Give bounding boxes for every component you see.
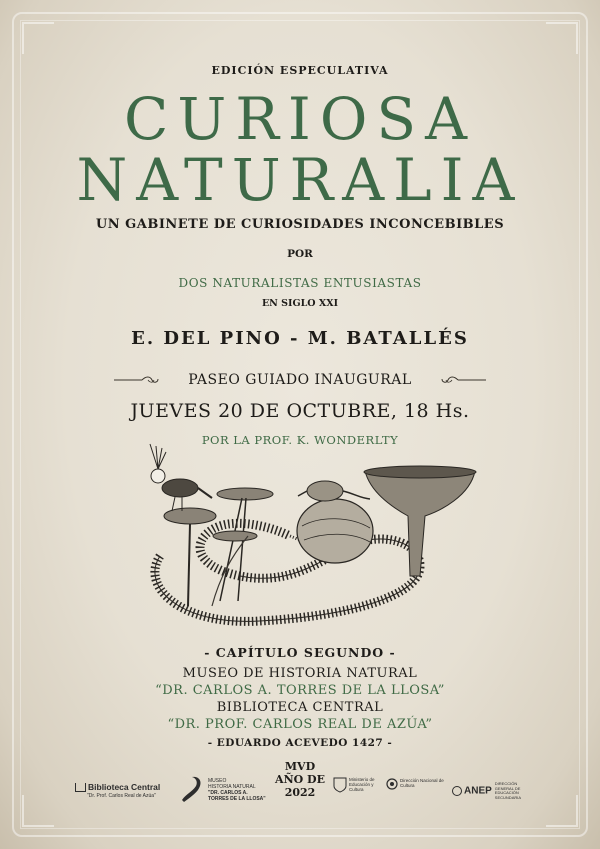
naturalists-line: DOS NATURALISTAS ENTUSIASTAS	[178, 276, 422, 290]
by-label: POR	[287, 248, 313, 260]
corner-ornament	[22, 22, 54, 54]
century-line: EN SIGLO XXI	[261, 298, 339, 309]
anep-emblem-icon	[452, 786, 462, 796]
edition-label: EDICIÓN ESPECULATIVA	[211, 64, 389, 77]
corner-ornament	[22, 795, 54, 827]
cultura-logo: Dirección Nacional de Cultura	[386, 777, 398, 795]
flourish-right-icon	[440, 374, 488, 386]
event-date: JUEVES 20 DE OCTUBRE, 18 Hs.	[130, 400, 470, 422]
mvd-label: MVD	[284, 760, 316, 773]
biblioteca-logo: Biblioteca Central "Dr. Prof. Carlos Real de Azúa"	[75, 783, 160, 801]
cultura-icon	[386, 778, 398, 790]
authors: E. DEL PINO - M. BATALLÉS	[131, 328, 469, 349]
corner-ornament	[546, 22, 578, 54]
subtitle: UN GABINETE DE CURIOSIDADES INCONCEBIBLES	[95, 217, 505, 232]
year-label: AÑO DE	[275, 773, 325, 786]
date-block	[270, 760, 330, 799]
museum-label: MUSEO DE HISTORIA NATURAL	[182, 666, 418, 681]
title-line-2: NATURALIA	[76, 146, 524, 214]
address: - EDUARDO ACEVEDO 1427 -	[207, 737, 393, 749]
bird-logo-icon	[178, 774, 206, 804]
book-icon	[75, 783, 86, 792]
year-value: 2022	[284, 786, 316, 799]
museum-name: “DR. CARLOS A. TORRES DE LA LLOSA”	[155, 683, 445, 698]
title-line-1: CURIOSA	[123, 85, 476, 153]
event-title: PASEO GUIADO INAUGURAL	[188, 372, 412, 388]
guide-line: POR LA PROF. K. WONDERLTY	[201, 433, 399, 447]
ministerio-logo: Ministerio de Educación y Cultura	[333, 777, 347, 798]
corner-ornament	[546, 795, 578, 827]
library-name: “DR. PROF. CARLOS REAL DE AZÚA”	[167, 717, 433, 732]
museo-logo: MUSEO HISTORIA NATURAL "DR. CARLOS A. TORRES DE LA LLOSA"	[178, 774, 206, 809]
anep-logo: ANEPDIRECCIÓN GENERAL DE EDUCACIÓN SECUNDARIA	[452, 782, 535, 800]
chapter-label: - CAPÍTULO SEGUNDO -	[204, 645, 396, 660]
shield-icon	[333, 777, 347, 793]
curiosities-engraving	[120, 436, 490, 636]
library-label: BIBLIOTECA CENTRAL	[216, 700, 384, 715]
